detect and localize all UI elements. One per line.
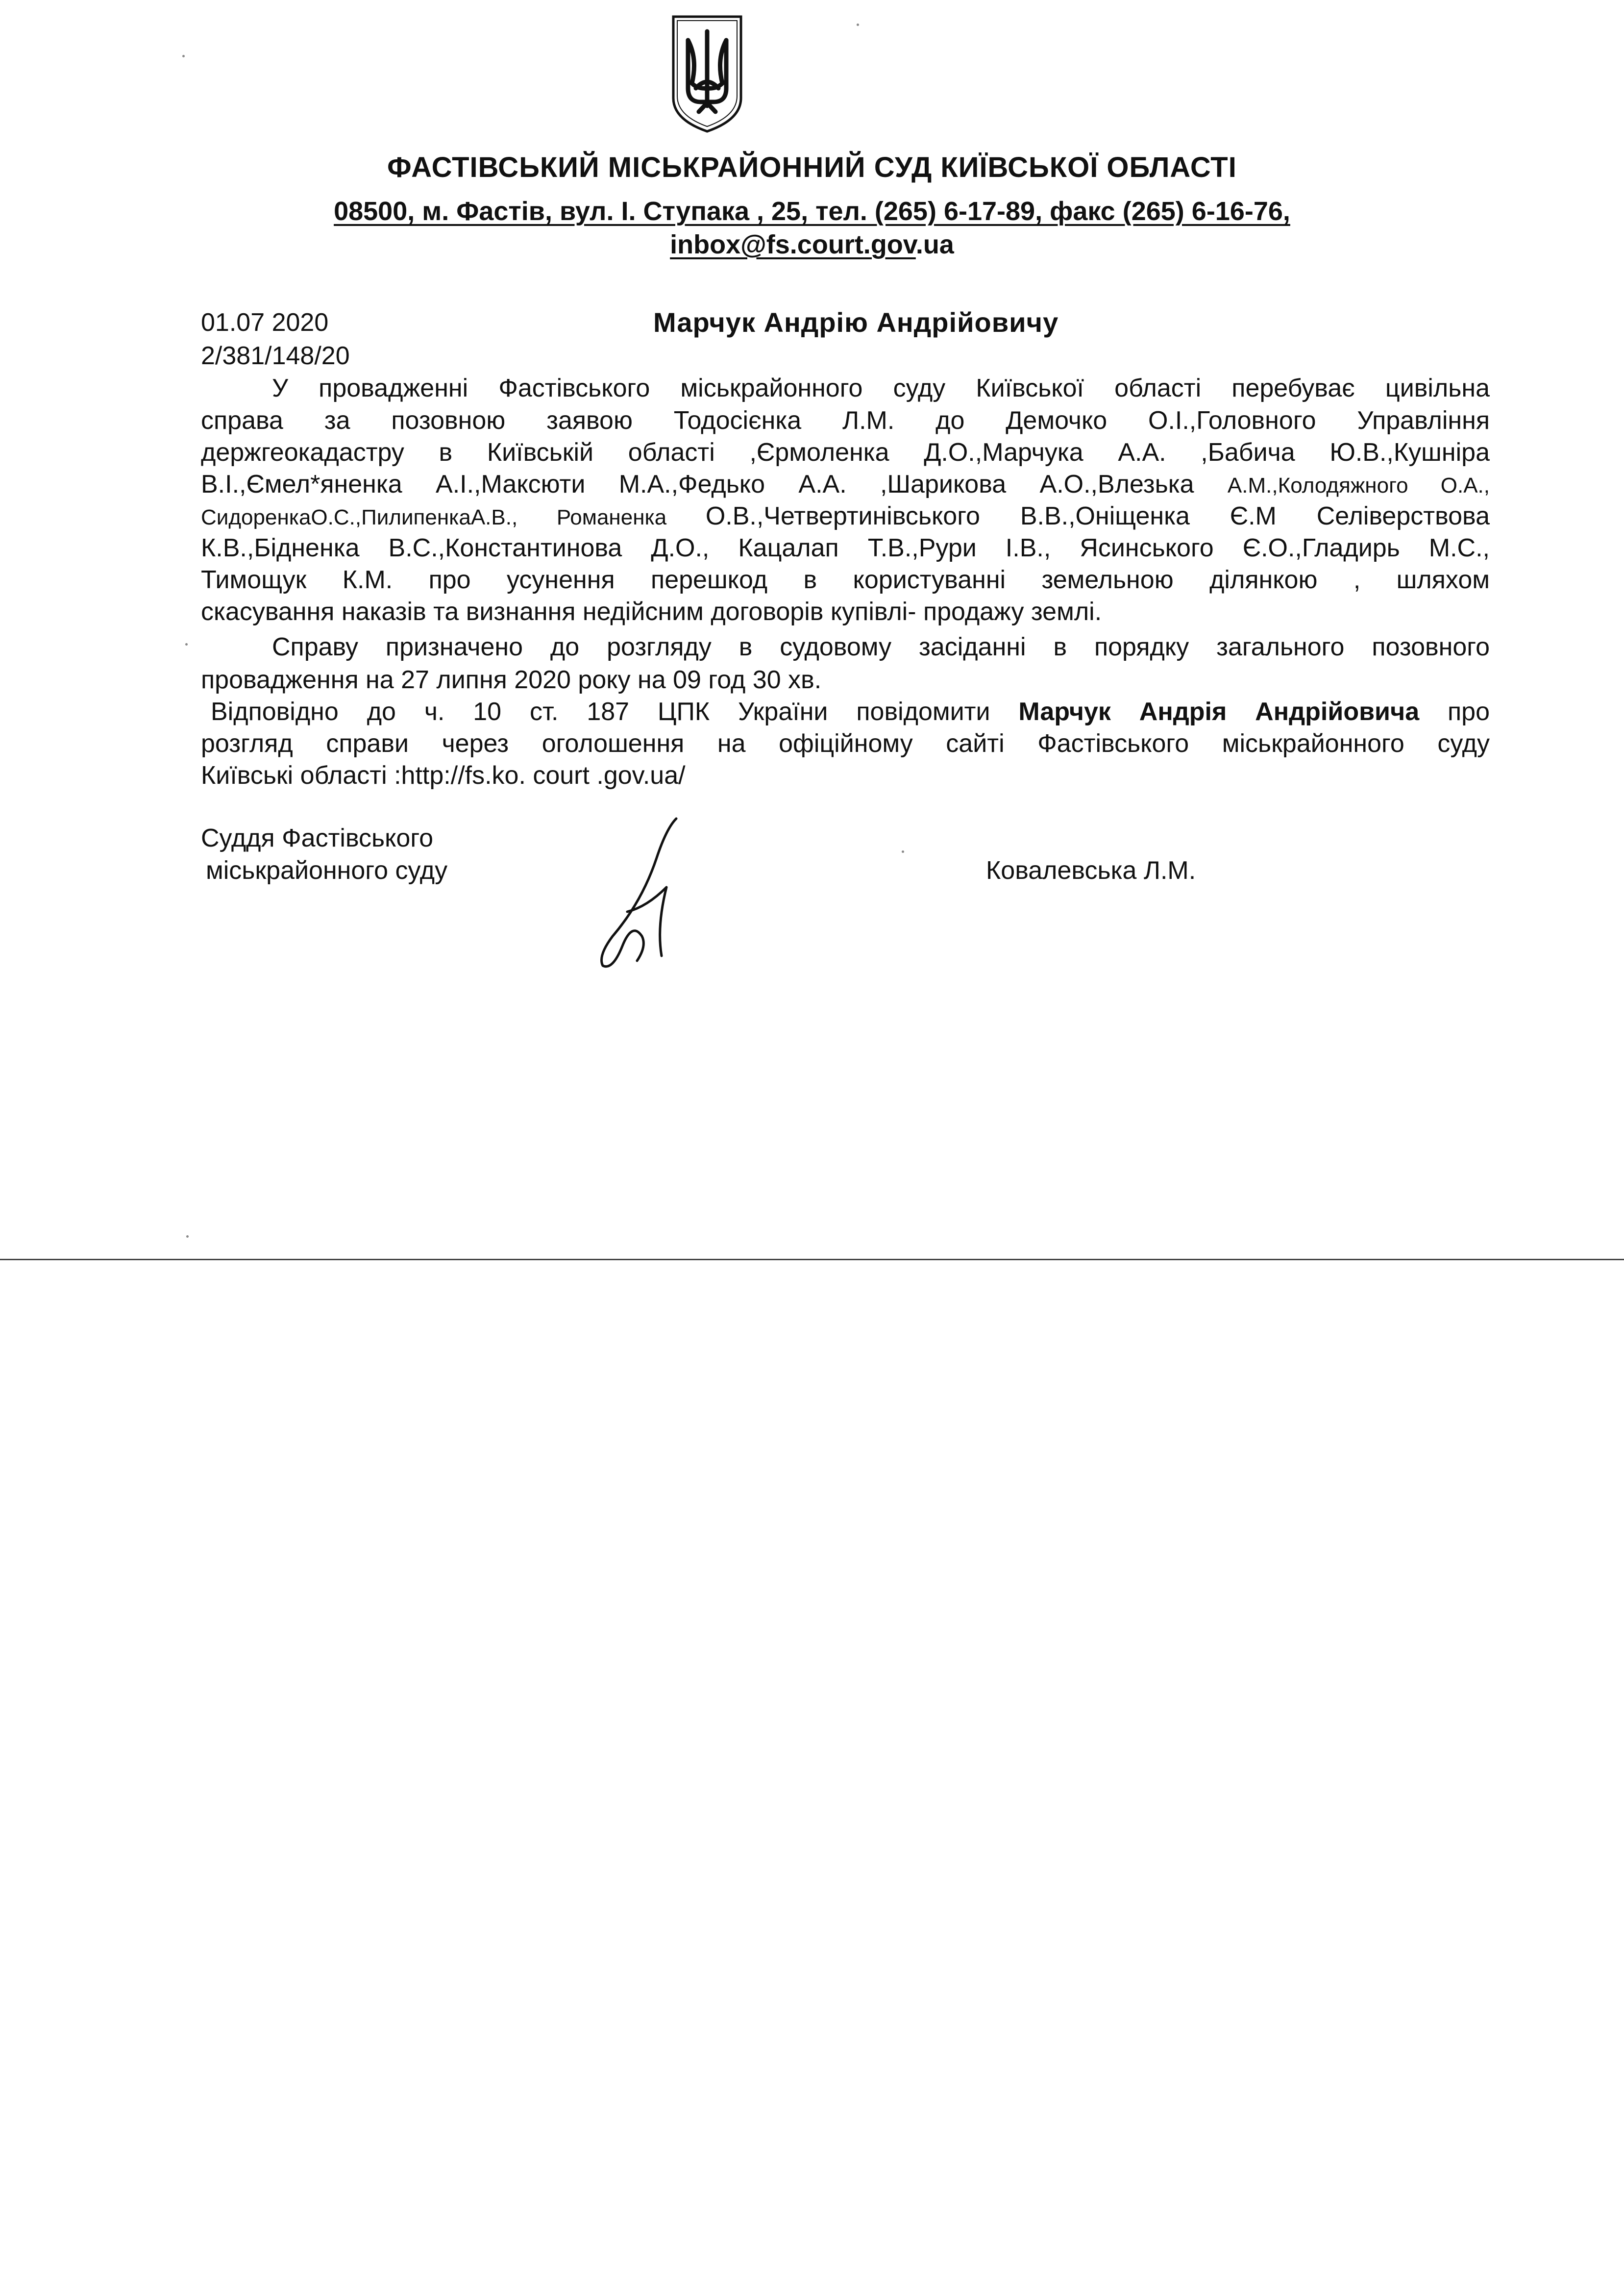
court-email-domain: .ua — [915, 230, 954, 259]
body-text: Відповідно до ч. 10 ст. 187 ЦПК України повідомити — [211, 698, 1019, 726]
scan-speck — [902, 850, 904, 853]
scan-speck — [857, 24, 859, 26]
case-number: 2/381/148/20 — [201, 342, 350, 370]
body-line: провадження на 27 липня 2020 року на 09 год 30 хв. — [201, 666, 822, 694]
body-text-small: СидоренкаО.С.,ПилипенкаА.В., Романенка — [201, 505, 706, 529]
body-text: О.В.,Четвертинівського В.В.,Оніщенка Є.М Селіверствова — [705, 502, 1490, 530]
body-line — [201, 470, 1490, 500]
judge-title-line1: Суддя Фастівського — [201, 824, 434, 852]
scan-speck — [182, 55, 185, 57]
court-address: 08500, м. Фастів, вул. І. Ступака , 25, тел. (265) 6-17-89, факс (265) 6-16-76, — [334, 197, 1290, 226]
scan-speck — [186, 1235, 189, 1238]
body-line: справа за позовною заявою Тодосієнка Л.М. до Демочко О.І.,Головного Управління — [201, 406, 1490, 435]
body-line: У провадженні Фастівського міськрайонного суду Київської області перебуває цивільна — [272, 374, 1490, 402]
trident-emblem-icon — [670, 15, 744, 133]
body-text-small: А.М.,Колодяжного О.А., — [1227, 474, 1490, 498]
defendant-name: Марчук Андрія Андрійовича — [1018, 698, 1420, 726]
body-line: держгеокадастру в Київській області ,Єрмоленка Д.О.,Марчука А.А. ,Бабича Ю.В.,Кушніра — [201, 438, 1490, 467]
court-email — [0, 229, 1624, 260]
judge-name: Ковалевська Л.М. — [986, 856, 1196, 885]
body-line — [211, 697, 1490, 726]
body-line: Справу призначено до розгляду в судовому засіданні в порядку загального позовного — [272, 633, 1490, 661]
body-line: скасування наказів та визнання недійсним договорів купівлі- продажу землі. — [201, 598, 1102, 626]
recipient-name: Марчук Андрію Андрійовичу — [653, 307, 1059, 338]
body-line: Київські області :http://fs.ko. court .gov.ua/ — [201, 761, 686, 790]
body-line: К.В.,Бідненка В.С.,Константинова Д.О., Кацалап Т.В.,Рури І.В., Ясинського Є.О.,Гладирь М.С., — [201, 534, 1490, 562]
scan-speck — [185, 643, 188, 646]
body-line: розгляд справи через оголошення на офіційному сайті Фастівського міськрайонного суду — [201, 729, 1490, 758]
court-name-heading: ФАСТІВСЬКИЙ МІСЬКРАЙОННИЙ СУД КИЇВСЬКОЇ ОБЛАСТІ — [387, 151, 1237, 183]
page-bottom-edge — [0, 1259, 1624, 1260]
body-text: про — [1419, 698, 1490, 726]
body-line — [201, 501, 1490, 532]
document-date: 01.07 2020 — [201, 308, 329, 337]
court-email-link[interactable]: inbox@fs.court.gov — [670, 230, 916, 259]
judge-title-line2: міськрайонного суду — [206, 856, 448, 885]
body-line: Тимощук К.М. про усунення перешкод в користуванні земельною ділянкою , шляхом — [201, 566, 1490, 594]
handwritten-signature — [583, 814, 696, 975]
body-text: В.І.,Ємел*яненка А.І.,Максюти М.А.,Федько А.А. ,Шарикова А.О.,Влезька — [201, 470, 1228, 499]
